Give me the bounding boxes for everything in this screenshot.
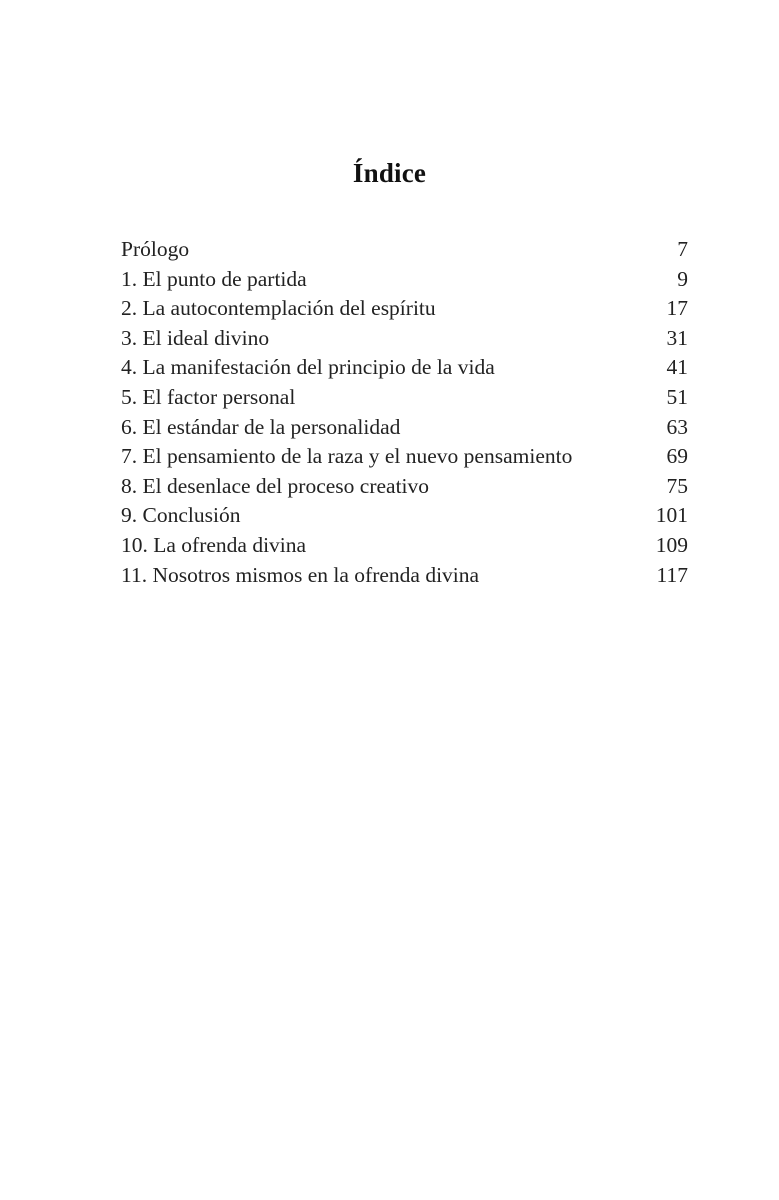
toc-entry-page-number: 109: [655, 532, 688, 557]
toc-entry-label: 3. El ideal divino: [121, 325, 270, 350]
toc-entry-page-number: 17: [666, 296, 688, 321]
toc-entry-page-number: 31: [666, 325, 688, 350]
page-title: Índice: [352, 158, 427, 189]
toc-entry-label: 5. El factor personal: [121, 384, 296, 409]
toc-entry-chapter-3[interactable]: [121, 324, 688, 354]
toc-entry-page-number: 69: [666, 444, 688, 469]
toc-entry-page-number: 51: [666, 384, 688, 409]
toc-entry-page-number: 9: [677, 266, 688, 291]
toc-entry-label: 7. El pensamiento de la raza y el nuevo pensamiento: [121, 444, 573, 469]
toc-entry-page-number: 101: [655, 503, 688, 528]
toc-entry-chapter-5[interactable]: [121, 383, 688, 413]
toc-entry-chapter-11[interactable]: [121, 561, 688, 591]
toc-entry-page-number: 117: [656, 562, 688, 587]
toc-entry-page-number: 7: [677, 237, 688, 261]
table-of-contents: [121, 235, 688, 590]
toc-entry-page-number: 75: [666, 473, 688, 498]
toc-entry-label: 10. La ofrenda divina: [121, 532, 307, 557]
toc-entry-chapter-4[interactable]: [121, 353, 688, 383]
toc-entry-chapter-6[interactable]: [121, 413, 688, 443]
toc-entry-label: Prólogo: [121, 237, 190, 261]
toc-entry-label: 6. El estándar de la personalidad: [121, 414, 401, 439]
toc-entry-chapter-10[interactable]: [121, 531, 688, 561]
toc-entry-label: 4. La manifestación del principio de la vida: [121, 355, 495, 380]
toc-entry-label: 11. Nosotros mismos en la ofrenda divina: [121, 562, 480, 587]
toc-entry-label: 8. El desenlace del proceso creativo: [121, 473, 430, 498]
toc-entry-label: 9. Conclusión: [121, 503, 241, 528]
toc-entry-label: 2. La autocontemplación del espíritu: [121, 296, 436, 321]
toc-entry-page-number: 41: [666, 355, 688, 380]
toc-entry-label: 1. El punto de partida: [121, 266, 307, 291]
toc-entry-chapter-9[interactable]: [121, 501, 688, 531]
toc-entry-page-number: 63: [666, 414, 688, 439]
toc-entry-prologue[interactable]: [121, 235, 688, 265]
toc-entry-chapter-8[interactable]: [121, 472, 688, 502]
toc-entry-chapter-7[interactable]: [121, 442, 688, 472]
toc-entry-chapter-2[interactable]: [121, 294, 688, 324]
toc-entry-chapter-1[interactable]: [121, 265, 688, 295]
